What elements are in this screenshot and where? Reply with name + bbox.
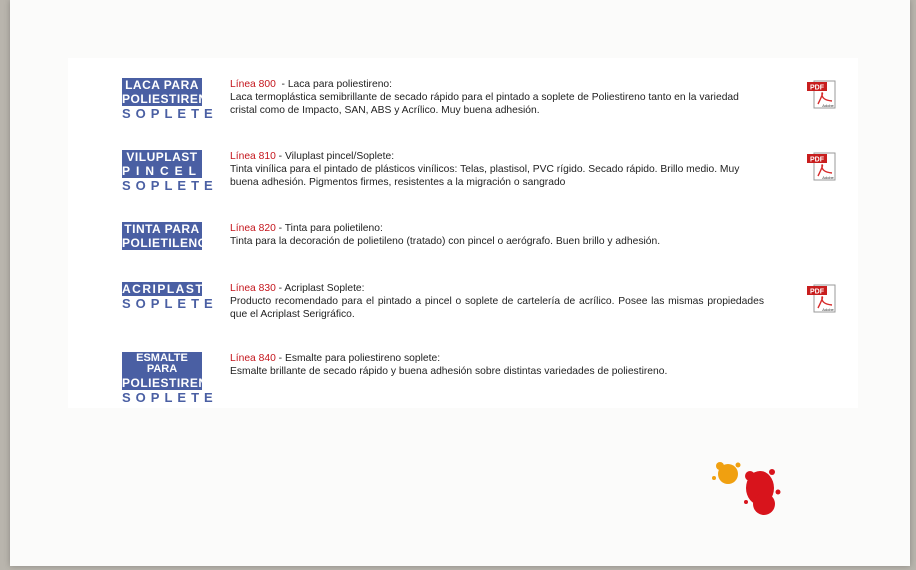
logo-line: POLIESTIRENO xyxy=(122,376,218,390)
pdf-download-icon[interactable] xyxy=(806,284,838,314)
pdf-label: PDF xyxy=(810,288,824,296)
pdf-sub: Adobe xyxy=(822,103,834,108)
product-description-block xyxy=(230,78,764,117)
pdf-sub: Adobe xyxy=(822,307,834,312)
product-title: - Acriplast Soplete: xyxy=(275,283,365,294)
product-logo-laca-poliestireno xyxy=(122,78,218,121)
product-logo-acriplast xyxy=(122,282,218,311)
product-description-block xyxy=(230,222,764,248)
product-description-block xyxy=(230,352,764,378)
pdf-label: PDF xyxy=(810,156,824,164)
product-logo-esmalte-poliestireno xyxy=(122,352,218,405)
logo-line: ESMALTE PARA xyxy=(122,352,202,376)
logo-line: ACRIPLAST xyxy=(122,282,205,296)
paint-splash-icon xyxy=(706,458,782,520)
product-description: Esmalte brillante de secado rápido y buena adhesión sobre distintas variedades de poliestireno. xyxy=(230,366,668,378)
product-logo-tinta-polietileno xyxy=(122,222,208,250)
logo-line: PINCEL xyxy=(122,164,203,178)
logo-line: TINTA PARA xyxy=(122,222,202,236)
product-logo-viluplast xyxy=(122,150,218,193)
logo-line: POLIETILENO xyxy=(122,236,208,250)
product-title: - Laca para poliestireno: xyxy=(275,79,393,90)
pdf-sub: Adobe xyxy=(822,175,834,180)
logo-line: VILUPLAST xyxy=(122,150,202,164)
pdf-download-icon[interactable] xyxy=(806,80,838,110)
product-description-block xyxy=(230,150,764,189)
product-code: Línea 830 xyxy=(230,283,276,294)
product-code: Línea 820 xyxy=(230,223,276,234)
product-title: - Viluplast pincel/Soplete: xyxy=(275,151,395,162)
logo-line: SOPLETE xyxy=(122,296,218,311)
product-title: - Esmalte para poliestireno soplete: xyxy=(275,353,441,364)
logo-line: SOPLETE xyxy=(122,390,218,405)
logo-line: POLIESTIRENO xyxy=(122,92,218,106)
product-description: Tinta vinílica para el pintado de plásticos vinílicos: Telas, plastisol, PVC rígido. Secado rápido. Brillo medio. Muy buena adhesión. Pigmentos firmes, resistentes a la migración o sangrado xyxy=(230,164,740,189)
logo-line: LACA PARA xyxy=(122,78,202,92)
product-code: Línea 800 xyxy=(230,79,276,90)
product-code: Línea 840 xyxy=(230,353,276,364)
pdf-label: PDF xyxy=(810,84,824,92)
pdf-download-icon[interactable] xyxy=(806,152,838,182)
product-description: Producto recomendado para el pintado a pincel o soplete de cartelería de acrílico. Posee las mismas propiedades que el Acriplast Serigráfico. xyxy=(230,296,764,321)
product-description: Tinta para la decoración de polietileno (tratado) con pincel o aerógrafo. Buen brillo y adhesión. xyxy=(230,236,661,248)
product-title: - Tinta para polietileno: xyxy=(275,223,383,234)
logo-line: SOPLETE xyxy=(122,106,218,121)
product-description: Laca termoplástica semibrillante de secado rápido para el pintado a soplete de Poliestireno tanto en la variedad cristal como de Impacto, SAN, ABS y Acrílico. Muy buena adhesión. xyxy=(230,92,739,117)
product-code: Línea 810 xyxy=(230,151,276,162)
product-description-block xyxy=(230,282,764,321)
logo-line: SOPLETE xyxy=(122,178,218,193)
